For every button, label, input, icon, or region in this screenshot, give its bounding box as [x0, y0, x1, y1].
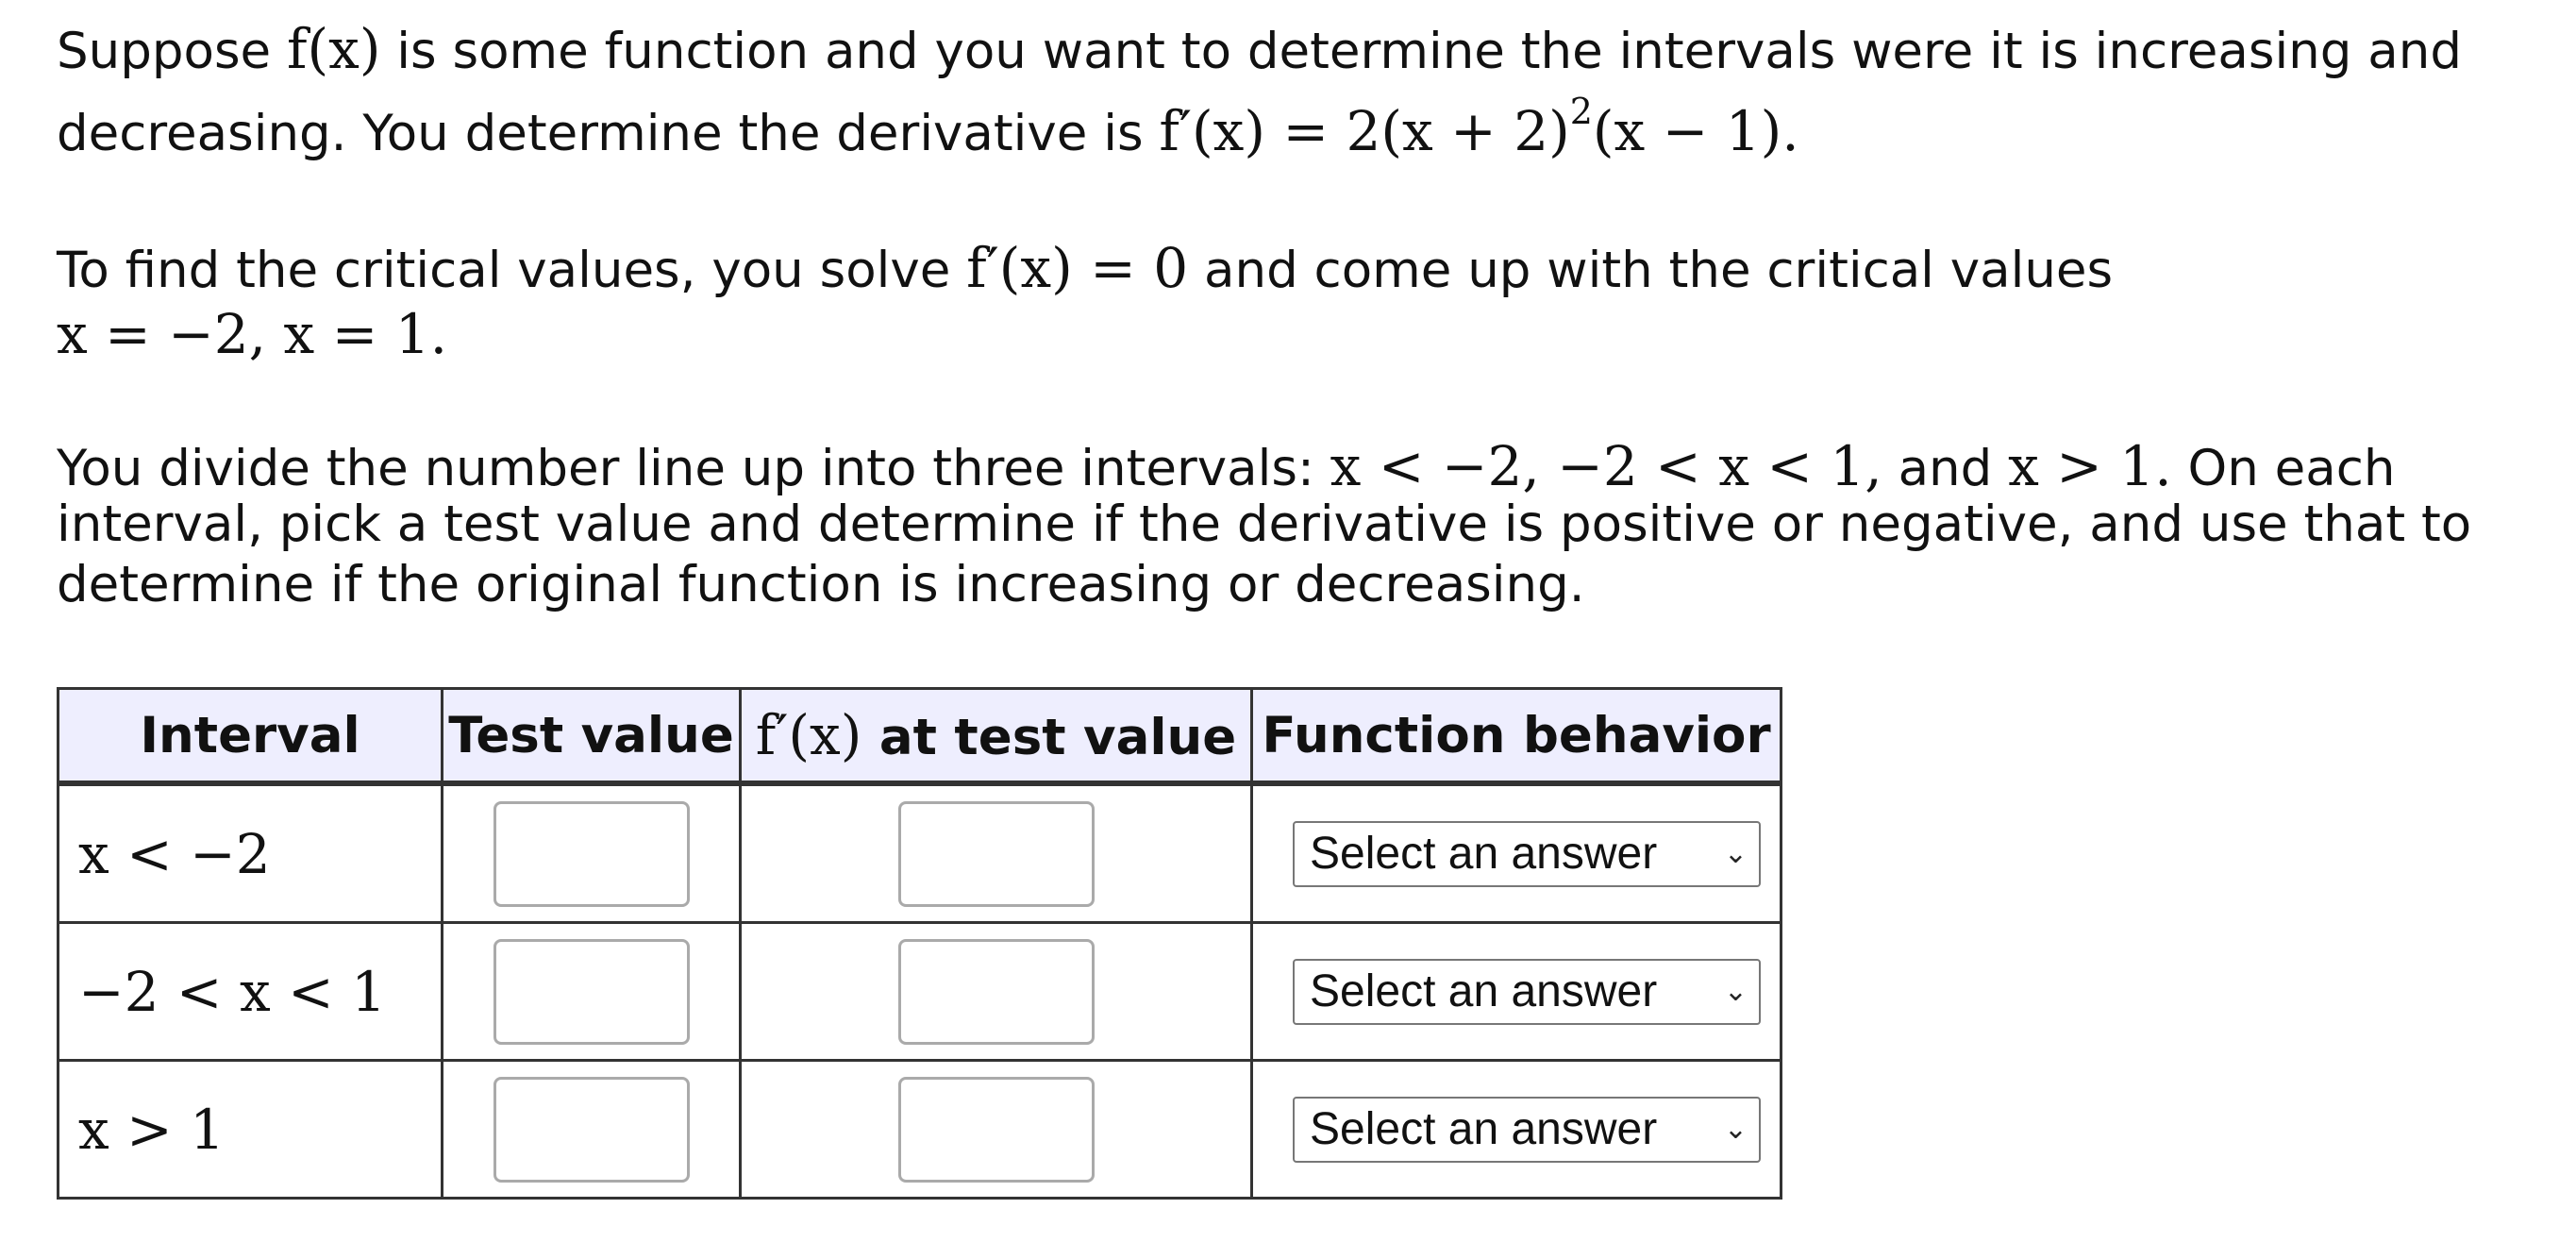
derivative-value-cell [741, 923, 1252, 1061]
test-value-cell [443, 923, 741, 1061]
test-value-input[interactable] [493, 939, 690, 1045]
behavior-select[interactable] [1293, 821, 1761, 887]
function-expression: f(x) [287, 17, 381, 81]
intervals-statement [57, 434, 2548, 615]
derivative-lhs: f′(x) = 2(x + 2) [1159, 99, 1570, 163]
chevron-down-icon: ⌄ [1723, 837, 1748, 870]
intervals-text: On each [2171, 440, 2396, 497]
interval-expression: x > 1. [2008, 434, 2172, 498]
table-row [59, 923, 1781, 1061]
critical-values-statement [57, 236, 2113, 368]
derivative-expression [1159, 91, 1799, 163]
test-value-cell [443, 1061, 741, 1199]
behavior-select-value: Select an answer [1310, 966, 1658, 1016]
interval-label: x > 1 [59, 1061, 443, 1199]
critical-values: x = −2, x = 1. [57, 302, 448, 366]
chevron-down-icon: ⌄ [1723, 1113, 1748, 1146]
header-derivative-math: f′(x) [755, 703, 862, 767]
behavior-cell [1252, 923, 1781, 1061]
interval-label: x < −2 [59, 783, 443, 923]
test-value-cell [443, 783, 741, 923]
behavior-select-value: Select an answer [1310, 1104, 1658, 1154]
intervals-expression: x < −2, −2 < x < 1, [1330, 434, 1882, 498]
intro-text: Suppose [57, 23, 288, 80]
derivative-value-input[interactable] [898, 1077, 1095, 1183]
behavior-cell [1252, 1061, 1781, 1199]
header-interval: Interval [59, 689, 443, 784]
behavior-cell [1252, 783, 1781, 923]
derivative-exponent: 2 [1569, 91, 1593, 132]
derivative-value-input[interactable] [898, 801, 1095, 907]
header-derivative-at-test-value [741, 689, 1252, 784]
behavior-select-value: Select an answer [1310, 829, 1658, 879]
intervals-text: determine if the original function is increasing or decreasing. [57, 556, 1585, 613]
derivative-value-input[interactable] [898, 939, 1095, 1045]
table-row [59, 1061, 1781, 1199]
header-derivative-text: at test value [861, 709, 1237, 766]
header-test-value: Test value [443, 689, 741, 784]
intro-text: decreasing. You determine the derivative is [57, 105, 1160, 162]
critical-text: To find the critical values, you solve [57, 242, 967, 299]
critical-text: and come up with the critical values [1188, 242, 2114, 299]
table-header-row [59, 689, 1781, 784]
derivative-value-cell [741, 1061, 1252, 1199]
test-value-input[interactable] [493, 1077, 690, 1183]
interval-label: −2 < x < 1 [59, 923, 443, 1061]
intervals-text: and [1882, 440, 2009, 497]
intervals-text: interval, pick a test value and determine if the derivative is positive or negative, and use that to [57, 495, 2472, 553]
problem-statement [57, 17, 2462, 181]
behavior-select[interactable] [1293, 959, 1761, 1025]
derivative-value-cell [741, 783, 1252, 923]
sign-chart-table [57, 687, 1782, 1200]
table-row [59, 783, 1781, 923]
derivative-rhs: (x − 1). [1592, 99, 1799, 163]
intro-text: is some function and you want to determine the intervals were it is increasing and [380, 23, 2462, 80]
chevron-down-icon: ⌄ [1723, 975, 1748, 1008]
intervals-text: You divide the number line up into three intervals: [57, 440, 1330, 497]
critical-equation: f′(x) = 0 [966, 236, 1189, 300]
behavior-select[interactable] [1293, 1097, 1761, 1163]
header-function-behavior: Function behavior [1252, 689, 1781, 784]
test-value-input[interactable] [493, 801, 690, 907]
